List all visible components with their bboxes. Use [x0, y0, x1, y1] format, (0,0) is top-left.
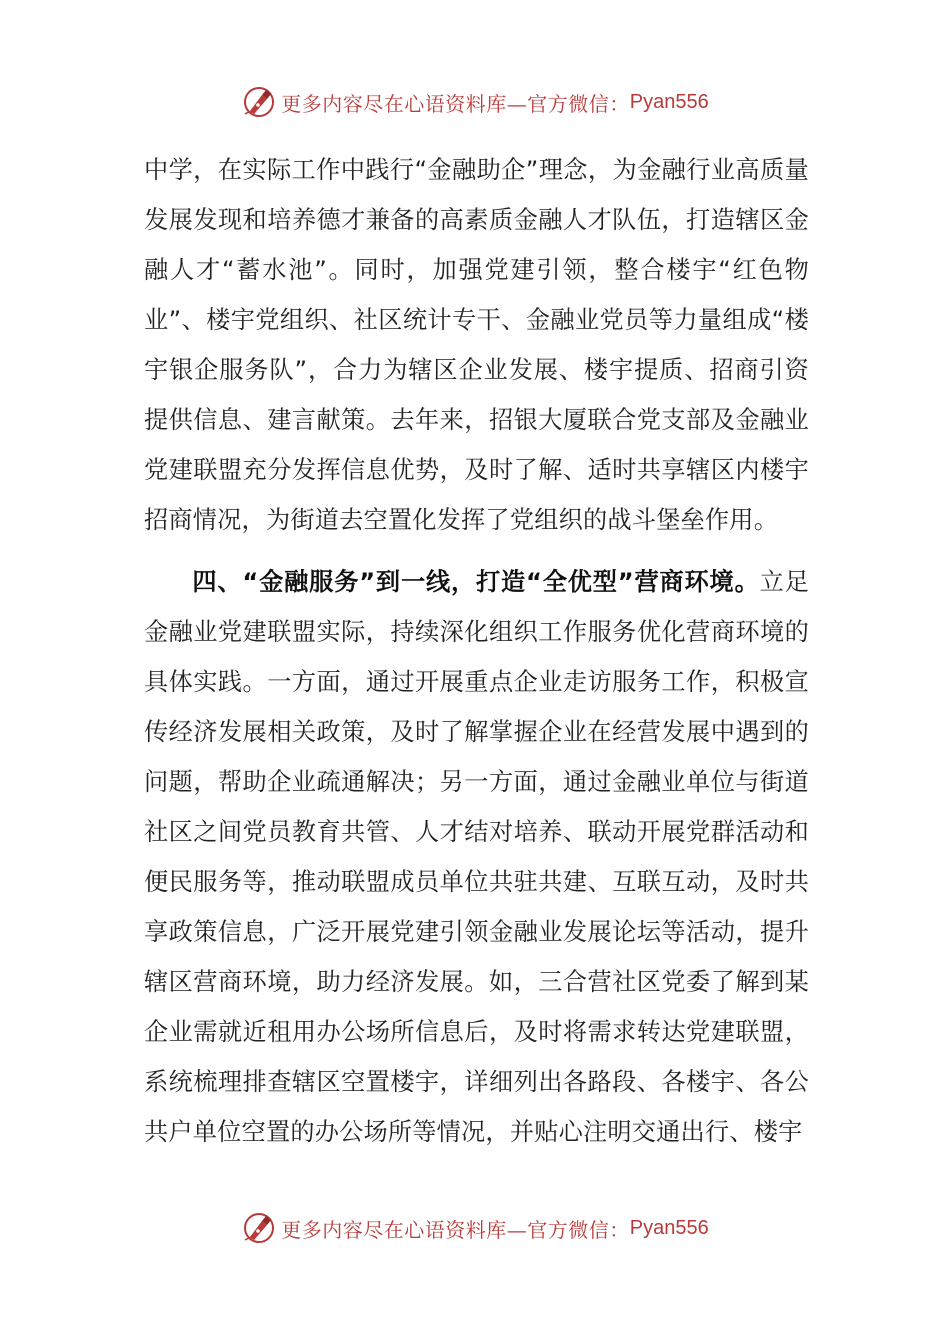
document-body	[144, 145, 809, 1157]
pen-nib-logo-icon	[241, 1210, 277, 1246]
pen-nib-logo-icon	[241, 84, 277, 120]
watermark-text: 更多内容尽在心语资料库—官方微信：	[281, 1217, 630, 1242]
wechat-id: Pyan556	[629, 90, 709, 113]
watermark-text: 更多内容尽在心语资料库—官方微信：	[281, 91, 630, 116]
footer-watermark-banner	[0, 1208, 950, 1248]
paragraph-2-text: 立足金融业党建联盟实际，持续深化组织工作服务优化营商环境的具体实践。一方面，通过开展重点企业走访服务工作，积极宣传经济发展相关政策，及时了解掌握企业在经营发展中遇到的问题，帮助企业疏通解决；另一方面，通过金融业单位与街道社区之间党员教育共管、人才结对培养、联动开展党群活动和便民服务等，推动联盟成员单位共驻共建、互联互动，及时共享政策信息，广泛开展党建引领金融业发展论坛等活动，提升辖区营商环境，助力经济发展。如，三合营社区党委了解到某企业需就近租用办公场所信息后，及时将需求转达党建联盟，系统梳理排查辖区空置楼宇，详细列出各路段、各楼宇、各公共户单位空置的办公场所等情况，并贴心注明交通出行、楼宇	[144, 568, 809, 1146]
paragraph-2	[144, 557, 809, 1157]
wechat-id: Pyan556	[629, 1216, 709, 1239]
header-watermark-banner	[0, 82, 950, 122]
section-heading: 四、“金融服务”到一线，打造“全优型”营商环境。	[192, 568, 760, 596]
paragraph-1: 中学，在实际工作中践行“金融助企”理念，为金融行业高质量发展发现和培养德才兼备的高素质金融人才队伍，打造辖区金融人才“蓄水池”。同时，加强党建引领，整合楼宇“红色物业”、楼宇党组织、社区统计专干、金融业党员等力量组成“楼宇银企服务队”，合力为辖区企业发展、楼宇提质、招商引资提供信息、建言献策。去年来，招银大厦联合党支部及金融业党建联盟充分发挥信息优势，及时了解、适时共享辖区内楼宇招商情况，为街道去空置化发挥了党组织的战斗堡垒作用。	[144, 156, 809, 534]
